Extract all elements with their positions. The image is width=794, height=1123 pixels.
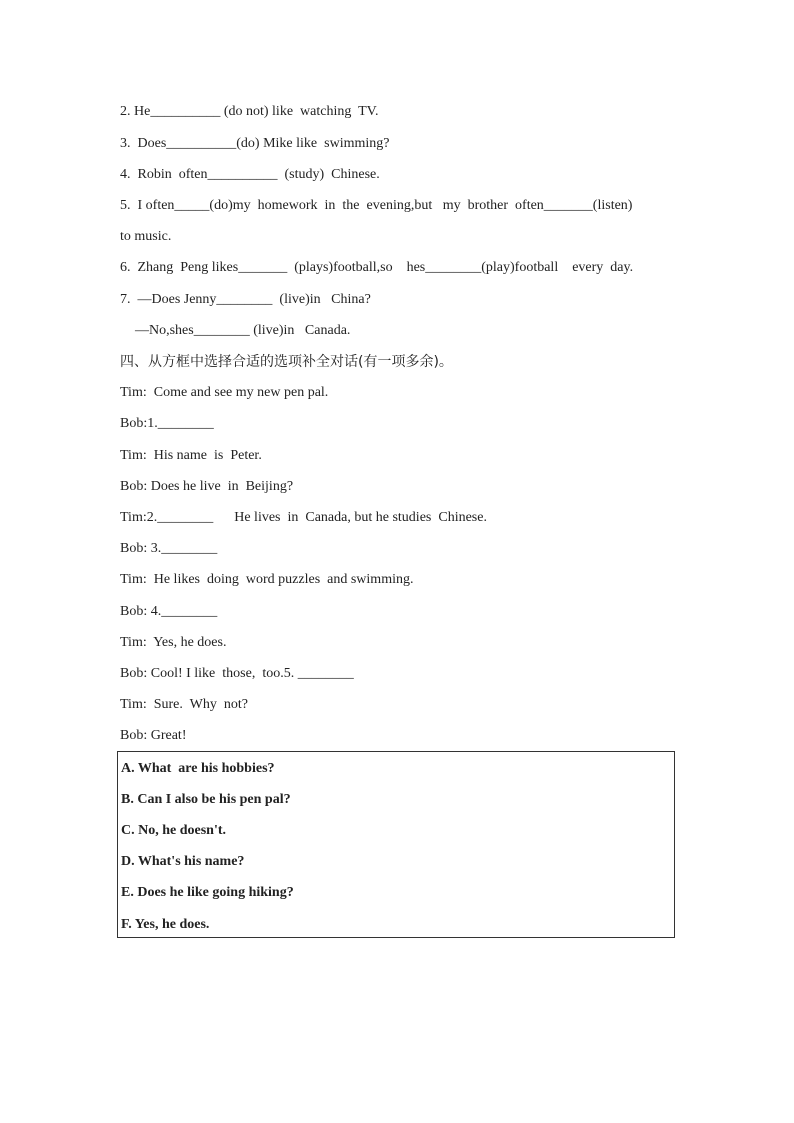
option-b: B. Can I also be his pen pal? <box>121 792 291 807</box>
dialogue-line: Bob: 4.________ <box>120 604 218 619</box>
option-f: F. Yes, he does. <box>121 917 210 932</box>
question-4: 4. Robin often__________ (study) Chinese. <box>120 167 380 182</box>
dialogue-line: Bob: Great! <box>120 728 187 743</box>
dialogue-line: Bob:1.________ <box>120 416 214 431</box>
question-7-line-1: 7. —Does Jenny________ (live)in China? <box>120 292 371 307</box>
option-c: C. No, he doesn't. <box>121 823 227 838</box>
dialogue-line: Tim: Yes, he does. <box>120 635 227 650</box>
dialogue-line: Tim: Come and see my new pen pal. <box>120 385 329 400</box>
dialogue-line: Tim: His name is Peter. <box>120 448 262 463</box>
dialogue-line: Bob: Does he live in Beijing? <box>120 479 294 494</box>
question-5-line-1: 5. I often_____(do)my homework in the evening,but my brother often_______(listen) <box>120 198 633 213</box>
question-7-line-2: —No,shes________ (live)in Canada. <box>135 323 351 338</box>
question-3: 3. Does__________(do) Mike like swimming? <box>120 136 390 151</box>
question-5-line-2: to music. <box>120 229 172 244</box>
dialogue-line: Bob: 3.________ <box>120 541 218 556</box>
dialogue-line: Tim: Sure. Why not? <box>120 697 248 712</box>
dialogue-line: Tim:2.________ He lives in Canada, but he studies Chinese. <box>120 510 487 525</box>
section-4-heading: 四、从方框中选择合适的选项补全对话(有一项多余)。 <box>120 354 453 370</box>
question-2: 2. He__________ (do not) like watching TV. <box>120 104 379 119</box>
option-d: D. What's his name? <box>121 854 245 869</box>
dialogue-line: Tim: He likes doing word puzzles and swimming. <box>120 572 414 587</box>
question-6: 6. Zhang Peng likes_______ (plays)football,so hes________(play)football every day. <box>120 260 634 275</box>
option-e: E. Does he like going hiking? <box>121 885 294 900</box>
option-a: A. What are his hobbies? <box>121 761 275 776</box>
dialogue-line: Bob: Cool! I like those, too.5. ________ <box>120 666 354 681</box>
options-box <box>117 751 675 938</box>
